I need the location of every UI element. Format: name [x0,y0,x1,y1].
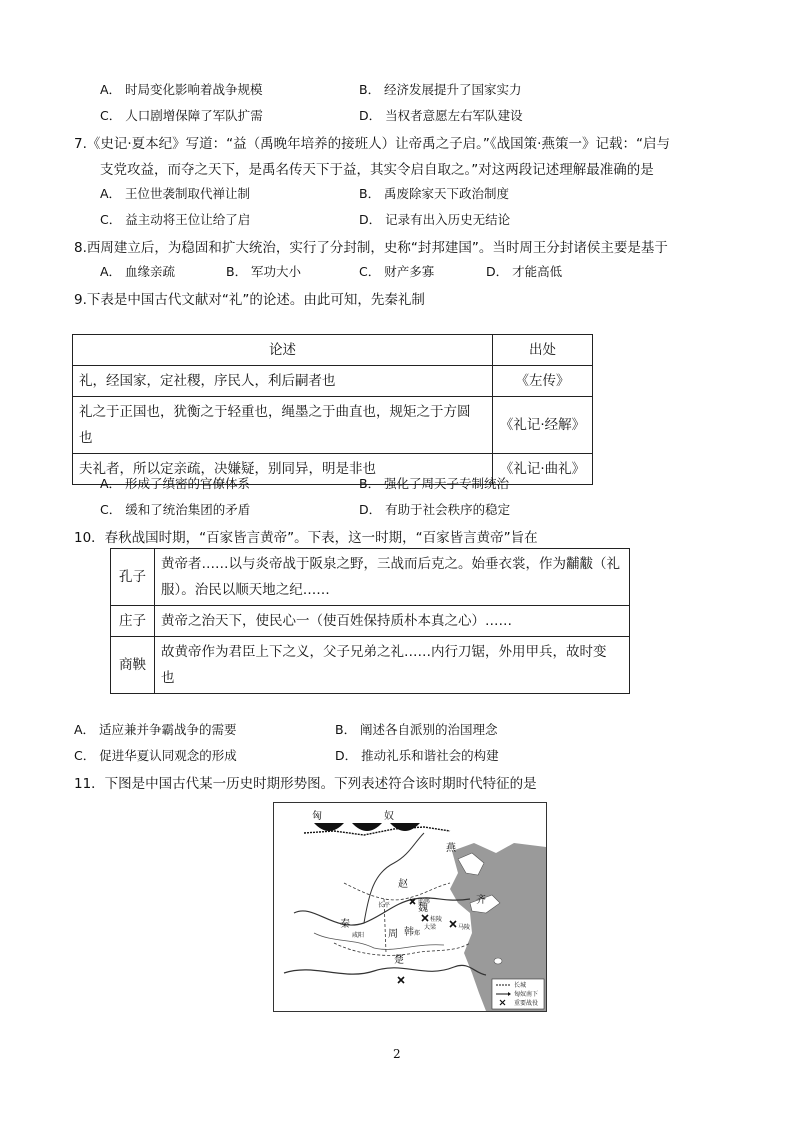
q10-option-a: A． 适应兼并争霸战争的需要 [74,722,237,737]
row-text [73,397,493,454]
row-quote [154,637,629,694]
row-name: 庄子 [111,606,155,637]
map-label: 咸阳 [352,932,365,939]
yangtze-river [284,965,486,975]
q9-option-b: B． 强化了周天子专制统治 [359,476,510,491]
q7-stem-line2: 支党攻益，而夺之天下，是禹名传天下于益，其实令启自取之。”对这两段记述理解最准确的是 [100,162,654,178]
table-row [111,637,630,694]
q8-option-a: A． 血缘亲疏 [100,264,176,279]
q9-table [72,334,593,485]
table-header-row [73,335,593,366]
map-label: 桂陵 [430,916,443,923]
map-label: 韩 [404,927,414,938]
quote-line1: 黄帝之治天下，使民心一（使百姓保持质朴本真之心）…… [160,613,512,629]
q9-option-c: C． 缓和了统治集团的矛盾 [100,502,251,517]
q9-option-d: D． 有助于社会秩序的稳定 [359,502,511,517]
q7-option-d: D． 记录有出入历史无结论 [359,212,511,227]
table-row [111,606,630,637]
quote-line2: 也 [160,670,175,686]
row-quote [154,549,629,606]
q7-option-b: B． 禹废除家天下政治制度 [359,186,510,201]
q7-option-a: A． 王位世袭制取代禅让制 [100,186,251,201]
q8-option-b: B． 军功大小 [226,264,302,279]
row-quote [154,606,629,637]
q10-option-d: D． 推动礼乐和谐社会的构建 [335,748,499,763]
row-source: 《礼记·经解》 [493,397,593,454]
q10-option-c: C． 促进华夏认同观念的形成 [74,748,237,763]
map-label: 马陵 [458,924,471,931]
map-label: 郑 [414,930,421,937]
row-text-line1: 礼之于正国也，犹衡之于轻重也，绳墨之于曲直也，规矩之于方圆 [79,404,471,420]
border-line [334,943,470,955]
xiongnu-arrows-icon [314,823,420,831]
legend-item: 匈奴南下 [514,991,539,998]
q6-option-c: C． 人口剧增保障了军队扩需 [100,108,263,123]
map-label: 邯郸 [418,898,431,905]
legend-item: 重要战役 [514,1000,539,1007]
q10-option-b: B． 阐述各自派别的治国理念 [335,722,498,737]
map-label: 楚 [394,955,404,966]
table-header-text: 论述 [73,335,493,366]
map-label: 大梁 [424,924,437,931]
map-label: 魏 [418,903,428,914]
map-label: 周 [388,929,398,940]
quote-line1: 故黄帝作为君臣上下之义，父子兄弟之礼……内行刀锯，外用甲兵，故时变 [160,644,607,660]
q7-option-c: C． 益主动将王位让给了启 [100,212,251,227]
q8-stem: 8.西周建立后，为稳固和扩大统治，实行了分封制，史称“封邦建国”。当时周王分封诸侯主要是基于 [74,240,668,256]
table-row [73,397,593,454]
q6-option-a: A． 时局变化影响着战争规模 [100,82,263,97]
table-header-source: 出处 [493,335,593,366]
map-label: 匈 [312,811,322,822]
battle-icon [450,921,456,927]
quote-line2: 服）。治民以顺天地之纪…… [160,582,330,598]
quote-line1: 黄帝者……以与炎帝战于阪泉之野，三战而后克之。始垂衣裳，作为黼黻（礼 [160,556,620,572]
map-label: 奴 [384,811,394,822]
q9-stem: 9.下表是中国古代文献对“礼”的论述。由此可知，先秦礼制 [74,292,425,308]
yellow-river-bend [364,833,424,923]
row-name: 商鞅 [111,637,155,694]
q8-option-c: C． 财产多寡 [359,264,435,279]
map-label: 燕 [446,843,456,854]
q6-option-b: B． 经济发展提升了国家实力 [359,82,522,97]
row-source: 《礼记·曲礼》 [493,454,593,485]
battle-icon [422,915,428,921]
q6-option-d: D． 当权者意愿左右军队建设 [359,108,523,123]
battle-icon [398,977,404,983]
border-line [344,883,450,900]
q10-stem: 10．春秋战国时期，“百家皆言黄帝”。下表，这一时期，“百家皆言黄帝”旨在 [74,530,538,546]
table-row [111,549,630,606]
legend-item: 长城 [514,982,527,989]
row-text: 夫礼者，所以定亲疏，决嫌疑，别同异，明是非也 [73,454,493,485]
row-source: 《左传》 [493,366,593,397]
q9-option-a: A． 形成了缜密的官僚体系 [100,476,251,491]
row-text: 礼，经国家，定社稷，序民人，利后嗣者也 [73,366,493,397]
table-row [73,366,593,397]
huai-river [314,933,444,949]
q10-table [110,548,630,694]
warring-states-map [274,803,546,1011]
island [494,958,502,964]
page-number: 2 [393,1047,401,1061]
map-label: 长平 [378,902,391,909]
row-text-line2: 也 [79,430,93,446]
q11-stem: 11．下图是中国古代某一历史时期形势图。下列表述符合该时期时代特征的是 [74,776,537,792]
map-label: 赵 [398,879,408,890]
map-label: 齐 [476,895,486,906]
map-label: 秦 [340,919,350,930]
q7-stem-line1: 7.《史记·夏本纪》写道：“益（禹晚年培养的接班人）让帝禹之子启。”《战国策·燕策一》记载：“启与 [74,136,670,152]
row-name: 孔子 [111,549,155,606]
map-legend [492,979,544,1009]
historical-map [273,802,547,1012]
q8-option-d: D． 才能高低 [486,264,563,279]
